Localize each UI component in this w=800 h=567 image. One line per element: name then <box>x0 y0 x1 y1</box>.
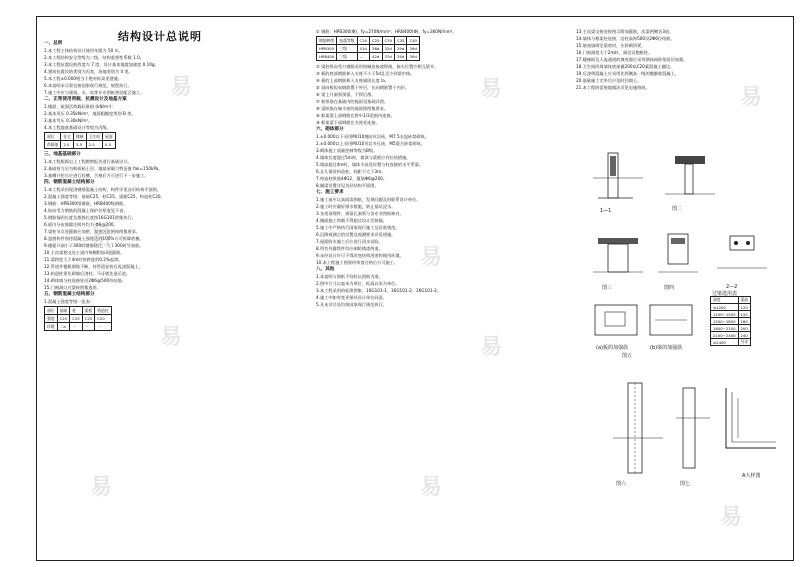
table-cell: HRB400 <box>317 53 337 61</box>
table-cell: 1500~1800 <box>711 318 739 325</box>
note-line: 9.楼板开洞小于300时钢筋绕过，大于300时另加筋。 <box>44 243 144 248</box>
table-cell: 三级 <box>337 45 357 53</box>
note-line: 2.本工程结构安全等级为二级，结构重要性系数 1.0。 <box>44 55 144 60</box>
note-line: 1.混凝土强度等级一览表： <box>44 299 95 304</box>
table-cell: 部位 <box>45 133 61 141</box>
figure-4 <box>654 228 702 283</box>
note-line: 4.纵向受力钢筋的混凝土保护层厚度见下表。 <box>44 208 128 213</box>
table-row <box>711 339 751 346</box>
table-row <box>711 318 751 325</box>
note-line: 16.门窗洞宽大于2m时，洞边设抱框柱。 <box>576 50 653 55</box>
table-cell: C20 <box>95 315 111 323</box>
figure-caption: 图二 <box>672 206 683 212</box>
note-line: 1.±0.000以下采用MU10烧结页岩砖，M7.5水泥砂浆砌筑。 <box>316 134 429 139</box>
table-row <box>45 315 112 323</box>
concrete-grade-table <box>44 306 112 331</box>
table-row <box>45 141 116 149</box>
section-heading: 三、地基基础部分 <box>44 152 81 157</box>
table-cell: 屋面 <box>102 133 115 141</box>
note-line: 21.本工程防雷接地做法详见电施图纸。 <box>576 85 650 90</box>
note-line: 3.钢筋：HPB300级钢筋，HRB400级钢筋。 <box>44 201 128 206</box>
table-cell: 三级 <box>337 53 357 61</box>
figure-5-slab-reinforcement <box>590 300 700 342</box>
note-line: 12.管道井楼板钢筋不断，待管道安装后再浇混凝土。 <box>44 264 143 269</box>
table-cell: 一 <box>70 323 82 331</box>
note-line: 9.未经设计许可不得改变结构用途和使用环境。 <box>316 253 404 258</box>
figure-caption: (b)梁的加强筋 <box>650 345 683 351</box>
note-line: 8.圈梁设置详见各层结构平面图。 <box>316 183 379 188</box>
table-cell: 0.5 <box>102 141 115 149</box>
table-cell: — <box>357 53 369 61</box>
table-cell: 楼梯 <box>73 133 86 141</box>
watermark: 易 <box>720 505 743 530</box>
note-line: 6.沉降观测点的设置及观测要求详见建施。 <box>316 232 396 237</box>
table-cell: 180 <box>738 318 751 325</box>
table-cell: 240 <box>738 332 751 339</box>
table-cell: 1200~1500 <box>711 311 739 318</box>
section-heading: 八、其他 <box>316 267 335 272</box>
figure-caption: 2—2 <box>726 284 738 290</box>
note-line: 3.本工程抗震设防烈度为 7 度，设计基本地震加速度 0.10g。 <box>44 62 159 67</box>
note-line: 14.砌体墙与柱连接处设2Φ6@500拉结筋。 <box>44 278 126 283</box>
table-cell: ≥2400 <box>711 339 739 346</box>
table-cell: 住宅 <box>61 133 74 141</box>
table-cell: 150 <box>738 311 751 318</box>
note-line: 5.墙高超过4m时，墙体半高处设置与柱连接的水平系梁。 <box>316 162 424 167</box>
figure-6 <box>608 378 668 478</box>
note-line: 5.凡未详尽处均按国家现行规范执行。 <box>316 302 387 307</box>
table-cell: 梁高 <box>738 297 751 304</box>
table-header-row <box>317 37 420 45</box>
note-line: 2.基础持力层为粉质粘土层，地基承载力特征值 fak=150kPa。 <box>44 166 163 171</box>
table-row <box>711 304 751 311</box>
note-line: 10.本工程施工图须经审查合格后方可施工。 <box>316 260 399 265</box>
table-cell: 30d <box>407 53 419 61</box>
note-line: 3.基本雪压 0.30kN/m²。 <box>44 118 93 123</box>
note-line: ⑧ 梁纵筋在端支座的锚固按图集要求。 <box>316 106 389 111</box>
table-row <box>317 53 420 61</box>
note-line: 6.女儿墙设构造柱，间距不大于3m。 <box>316 169 386 174</box>
table-cell: 36d <box>370 45 382 53</box>
page-title: 结构设计总说明 <box>118 30 202 43</box>
watermark: 易 <box>480 335 503 360</box>
table-cell: 42d <box>370 53 382 61</box>
note-line: 13.构造柱须先砌墙后浇柱，马牙槎先退后进。 <box>44 271 131 276</box>
note-line: 2.图中尺寸以毫米为单位，标高以米为单位。 <box>316 281 400 286</box>
steel-note: ① 钢筋：HPB300(Φ)，fy=270N/mm²；HRB400(Φ)，fy=360N/mm²。 <box>316 29 457 34</box>
note-line: 1.施工前应认真阅读图纸，发现问题及时联系设计单位。 <box>316 197 421 202</box>
table-cell: 2.5 <box>86 141 102 149</box>
note-line: 13.主次梁交接处按图示附加箍筋，次梁两侧各3道。 <box>576 29 674 34</box>
note-line: 7.施工中应与建筑、水、电等专业图纸密切配合施工。 <box>44 90 145 95</box>
table-cell: 柱 <box>70 307 82 315</box>
section-heading: 七、施工要求 <box>316 190 344 195</box>
note-line: 4.墙体长度超过5m时，墙顶与梁板应有拉结措施。 <box>316 155 411 160</box>
note-line: 6.本说明未尽事宜按国家现行规范、规程执行。 <box>44 83 132 88</box>
note-line: ⑩ 框架梁下部钢筋在支座处连接。 <box>316 120 380 125</box>
figure-detail-a <box>668 378 718 478</box>
table-cell: 卫生间 <box>86 133 102 141</box>
section-heading: 二、正常使用荷载、抗震设计及地基方案 <box>44 97 127 102</box>
note-line: 3.基槽开挖后应进行验槽，合格后方可进行下一步施工。 <box>44 173 149 178</box>
lintel-table <box>710 296 751 346</box>
note-line: 5.施工中严格执行国家现行施工及验收规范。 <box>316 225 400 230</box>
table-row <box>317 45 420 53</box>
figure-2 <box>660 148 720 203</box>
note-line: 3.本工程采用的标准图集：16G101-1、16G101-2、16G101-3。 <box>316 288 441 293</box>
table-cell: 一 <box>82 323 95 331</box>
figure-3 <box>588 228 648 283</box>
note-line: 18.卫生间四周墙体底部做200高C20素混凝土翻边。 <box>576 64 675 69</box>
note-line: 1.本工程采用现浇钢筋混凝土结构，构件详见各层结构平面图。 <box>44 187 162 192</box>
anchorage-length-table <box>316 36 420 61</box>
note-line: 4.本工程地基基础设计等级为丙级。 <box>44 125 111 130</box>
table-cell: 2100~2400 <box>711 332 739 339</box>
table-cell: C25 <box>82 315 95 323</box>
figure-caption: (a)板的加强筋 <box>596 345 628 351</box>
note-line: 17.楼梯间及人流通道的填充墙应采用钢丝网砂浆面层加强。 <box>576 57 688 62</box>
section-heading: 六、砌体部分 <box>316 127 344 132</box>
note-line: 20.基础施工完毕后应及时回填土。 <box>576 78 642 83</box>
table-cell: 洞宽 <box>711 297 739 304</box>
table-cell: C20 <box>357 37 369 45</box>
table-row <box>45 323 112 331</box>
figure-caption: 图四 <box>664 285 675 291</box>
watermark: 易 <box>740 85 763 110</box>
note-line: 5.本工程±0.000相当于绝对标高见建施。 <box>44 76 123 81</box>
note-line: 15.门窗洞口过梁按图集选用。 <box>44 285 101 290</box>
table-row <box>711 311 751 318</box>
table-cell: 32d <box>382 45 394 53</box>
table-cell: 2.0 <box>61 141 74 149</box>
table-cell: 二a <box>57 323 70 331</box>
note-line: 8.所有外露铁件均应刷防锈漆两道。 <box>316 246 383 251</box>
note-line: ⑤ 双向板短向钢筋置于外层，长向钢筋置于内层。 <box>316 85 410 90</box>
note-line: 4.施工中如有变更须经设计单位同意。 <box>316 295 387 300</box>
section-heading: 一、总则 <box>44 41 63 46</box>
watermark: 易 <box>170 75 193 100</box>
table-cell: 梁板 <box>82 307 95 315</box>
note-line: ④ 板的上部钢筋伸入支座锚固长度 la。 <box>316 78 389 83</box>
table-cell: 29d <box>395 45 407 53</box>
note-line: 1.本说明与图纸不符时以图纸为准。 <box>316 274 383 279</box>
note-line: 5.钢筋锚固长度及搭接长度按16G101图集执行。 <box>44 215 136 220</box>
note-line: 3.各类预埋件、预留孔洞须与各专业图纸核对。 <box>316 211 404 216</box>
figure-7 <box>716 378 786 468</box>
watermark: 易 <box>90 225 113 250</box>
table-cell: 环境 <box>45 323 58 331</box>
section-heading: 五、钢筋混凝土结构部分 <box>44 292 95 297</box>
table-cell: 基础 <box>57 307 70 315</box>
table-cell: ≤1200 <box>711 304 739 311</box>
table-cell: 强度 <box>45 315 58 323</box>
table-cell: 41d <box>357 45 369 53</box>
figure-caption: 图六 <box>616 481 627 487</box>
table-cell: 钢筋种类 <box>317 37 337 45</box>
note-line: 2.基本风压 0.35kN/m²，地面粗糙度类别 B 类。 <box>44 111 136 116</box>
table-cell: 抗震等级 <box>337 37 357 45</box>
figure-caption: 图五 <box>622 353 633 359</box>
figure-caption: 过梁选用表 <box>712 291 738 297</box>
note-line: 19.后浇带混凝土应采用比两侧高一级的微膨胀混凝土。 <box>576 71 679 76</box>
watermark: 易 <box>420 475 443 500</box>
note-line: ③ 板的底部钢筋伸入支座不小于5d且至少到梁中线。 <box>316 71 415 76</box>
note-line: 10.主次梁相交处主梁内每侧附加3道箍筋。 <box>44 250 125 255</box>
figure-caption: 图七 <box>680 481 691 487</box>
figure-caption: 1—1 <box>600 208 612 214</box>
note-line: ⑥ 梁上开洞须预留，不得后凿。 <box>316 92 376 97</box>
figure-section-1 <box>588 148 648 208</box>
table-cell: 另详 <box>738 339 751 346</box>
note-line: 14.墙体与框架柱连接，沿柱高每500设2Φ6拉结筋。 <box>576 36 675 41</box>
table-cell: 构造柱 <box>95 307 111 315</box>
note-line: 11.梁跨度大于4m时按跨度的0.2%起拱。 <box>44 257 123 262</box>
note-line: 1.本工程主体结构设计使用年限为 50 年。 <box>44 48 123 53</box>
table-cell: C25 <box>70 315 82 323</box>
note-line: 7.屋面防水施工后应进行闭水试验。 <box>316 239 383 244</box>
note-line: ⑨ 框架梁上部钢筋在跨中1/3范围内连接。 <box>316 113 395 118</box>
figure-caption: A大样图 <box>742 473 761 479</box>
table-cell: 26d <box>407 45 419 53</box>
note-line: 1.楼面、屋面活荷载标准值 (kN/m²)： <box>44 104 116 109</box>
table-header-row <box>45 133 116 141</box>
table-cell: 3.5 <box>73 141 86 149</box>
table-header-row <box>711 297 751 304</box>
note-line: 7.梁柱节点处箍筋应加密，加密区范围按图集要求。 <box>44 229 141 234</box>
table-cell: C25 <box>57 315 70 323</box>
watermark: 易 <box>480 77 503 102</box>
note-line: 2.±0.000以上采用MU10页岩多孔砖，M5混合砂浆砌筑。 <box>316 141 425 146</box>
note-line: 6.板内分布筋除注明外均为 Φ6@200。 <box>44 222 118 227</box>
note-line: 4.建筑抗震设防类别为丙类，场地类别为 II 类。 <box>44 69 133 74</box>
table-cell: C25 <box>370 37 382 45</box>
note-line: ⑦ 柱纵筋在基础内的锚固见基础详图。 <box>316 99 389 104</box>
watermark: 易 <box>160 325 183 350</box>
load-table <box>44 132 116 149</box>
section-heading: 四、钢筋混凝土结构部分 <box>44 180 95 185</box>
table-cell: HPB300 <box>317 45 337 53</box>
note-line: 15.填充墙砌至梁底时，应斜砌顶紧。 <box>576 43 646 48</box>
table-header-row <box>45 307 112 315</box>
table-cell: 1800~2100 <box>711 325 739 332</box>
table-cell: C40 <box>407 37 419 45</box>
note-line: 4.楼面施工荷载不得超过设计活荷载。 <box>316 218 387 223</box>
table-cell: 34d <box>395 53 407 61</box>
note-line: 2.混凝土强度等级：基础C25，柱C25，梁板C25，构造柱C20。 <box>44 194 165 199</box>
note-line: 2.施工时应做好排水措施，防止基坑浸水。 <box>316 204 396 209</box>
watermark: 易 <box>90 475 113 500</box>
figure-caption: 图三 <box>602 285 613 291</box>
table-cell: 120 <box>738 304 751 311</box>
table-row <box>711 325 751 332</box>
note-line: 7.构造柱纵筋4Φ12，箍筋Φ6@200。 <box>316 176 388 181</box>
note-line: 8.悬挑构件须待混凝土强度达到100%方可拆除底模。 <box>44 236 144 241</box>
note-line: 1.本工程根据岩土工程勘察报告进行基础设计。 <box>44 159 132 164</box>
figure-section-2 <box>712 228 772 283</box>
table-cell: 荷载值 <box>45 141 61 149</box>
table-cell: 一 <box>95 323 111 331</box>
note-line: ② 梁柱纵向受力钢筋采用机械连接或焊接，接头位置应相互错开。 <box>316 64 439 69</box>
table-cell: 200 <box>738 325 751 332</box>
table-cell: C35 <box>395 37 407 45</box>
table-row <box>711 332 751 339</box>
note-line: 3.砌体施工质量控制等级为B级。 <box>316 148 378 153</box>
table-cell: C30 <box>382 37 394 45</box>
watermark: 易 <box>420 245 443 270</box>
table-cell: 部位 <box>45 307 58 315</box>
table-cell: 37d <box>382 53 394 61</box>
